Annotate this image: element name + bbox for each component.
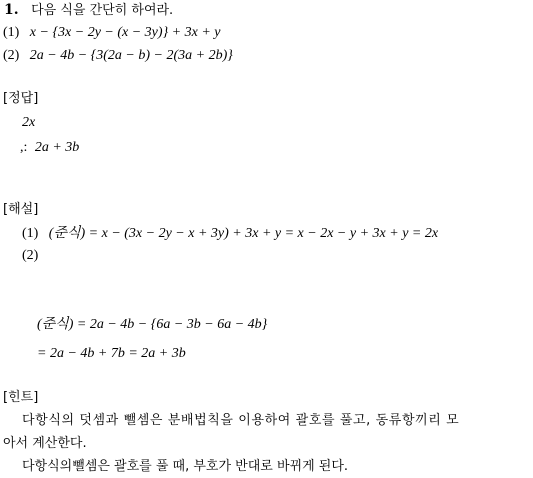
answer-line-2 <box>20 138 79 157</box>
answer-line-2-expr: 2a + 3b <box>34 140 80 155</box>
explanation-item-1 <box>22 224 438 243</box>
problem-item-2-expr: 2a − 4b − {3(2a − b) − 2(3a + 2b)} <box>29 48 233 63</box>
problem-item-1 <box>3 23 220 42</box>
problem-item-1-expr: x − {3x − 2y − (x − 3y)} + 3x + y <box>29 25 221 40</box>
problem-number: 1. <box>4 2 19 18</box>
answer-header: [정답] <box>3 91 39 106</box>
answer-line-2-prefix: ,: <box>20 140 28 155</box>
explanation-item-1-text: (준식) = x − (3x − 2y − x + 3y) + 3x + y = x − 2x − y + 3x + y = 2x <box>48 226 439 241</box>
answer-line-1: 2x <box>22 115 36 130</box>
explanation-item-2-line-1: (준식) = 2a − 4b − {6a − 3b − 6a − 4b} <box>37 317 268 332</box>
explanation-header: [해설] <box>3 202 39 217</box>
problem-instruction: 다음 식을 간단히 하여라. <box>31 3 174 18</box>
hint-paragraph-1-line-2: 아서 계산한다. <box>3 436 87 451</box>
explanation-item-2-line-2: = 2a − 4b + 7b = 2a + 3b <box>37 346 186 361</box>
problem-header <box>4 1 173 20</box>
explanation-item-2-label: (2) <box>22 248 39 263</box>
explanation-item-1-label: (1) <box>22 226 39 241</box>
hint-paragraph-2: 다항식의뺄셈은 괄호를 풀 때, 부호가 반대로 바뀌게 된다. <box>22 459 349 474</box>
problem-item-1-label: (1) <box>3 25 20 40</box>
problem-item-2-label: (2) <box>3 48 20 63</box>
hint-header: [힌트] <box>3 390 39 405</box>
hint-paragraph-1-line-1: 다항식의 덧셈과 뺄셈은 분배법칙을 이용하여 괄호를 풀고, 동류항끼리 모 <box>22 413 460 428</box>
problem-item-2 <box>3 46 233 65</box>
